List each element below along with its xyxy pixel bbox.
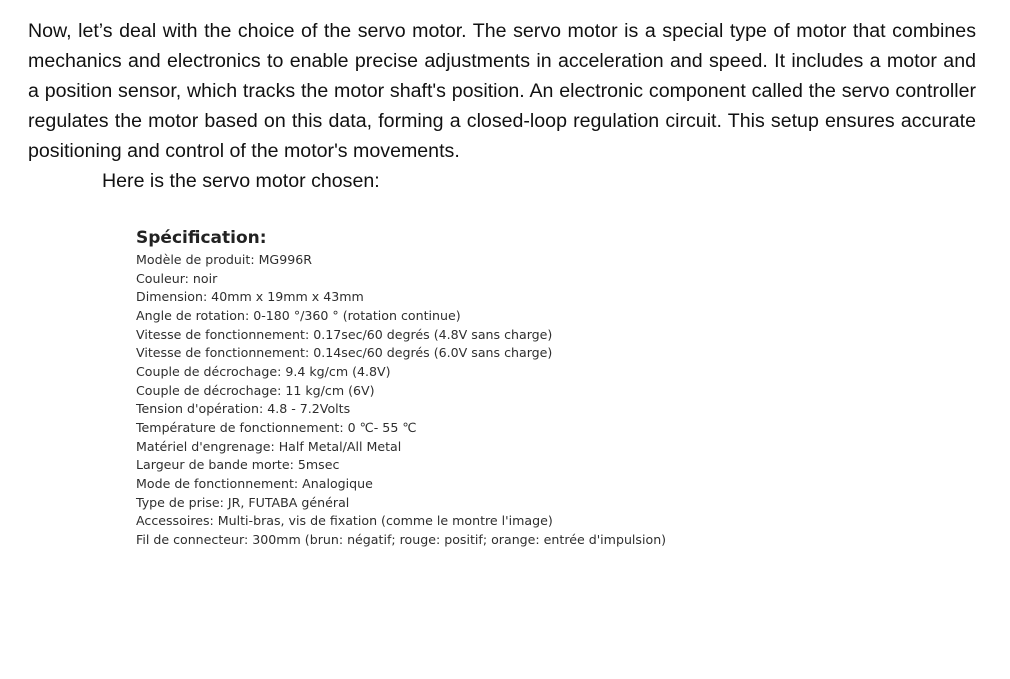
specification-image [136, 226, 786, 550]
spec-item: Couple de décrochage: 9.4 kg/cm (4.8V) [136, 363, 391, 379]
spec-item: Mode de fonctionnement: Analogique [136, 475, 373, 491]
spec-item: Dimension: 40mm x 19mm x 43mm [136, 289, 364, 305]
spec-item: Vitesse de fonctionnement: 0.14sec/60 degrés (6.0V sans charge) [136, 345, 553, 361]
spec-item: Largeur de bande morte: 5msec [136, 457, 340, 473]
intro-line: Here is the servo motor chosen: [102, 170, 380, 192]
spec-item: Couple de décrochage: 11 kg/cm (6V) [136, 382, 375, 398]
spec-item: Température de fonctionnement: 0 ℃- 55 ℃ [136, 419, 417, 435]
spec-item: Tension d'opération: 4.8 - 7.2Volts [136, 401, 351, 417]
spec-item: Type de prise: JR, FUTABA général [136, 494, 350, 510]
spec-item: Modèle de produit: MG996R [136, 252, 312, 267]
spec-item: Matériel d'engrenage: Half Metal/All Metal [136, 438, 402, 454]
spec-title: Spécification: [136, 228, 267, 248]
spec-item: Fil de connecteur: 300mm (brun: négatif; rouge: positif; orange: entrée d'impulsion) [136, 531, 667, 547]
spec-item: Angle de rotation: 0-180 °/360 ° (rotation continue) [136, 307, 461, 323]
spec-item: Vitesse de fonctionnement: 0.17sec/60 degrés (4.8V sans charge) [136, 326, 553, 342]
spec-item: Accessoires: Multi-bras, vis de fixation (comme le montre l'image) [136, 513, 553, 529]
spec-list [136, 251, 786, 550]
spec-item: Couleur: noir [136, 270, 218, 286]
body-paragraph: Now, let’s deal with the choice of the servo motor. The servo motor is a special type of motor that combines mechanics and electronics to enable precise adjustments in acceleration and speed. It includes a motor and a position sensor, which tracks the motor shaft's position. An electronic component called the servo controller regulates the motor based on this data, forming a closed-loop regulation circuit. This setup ensures accurate positioning and control of the motor's movements. [28, 20, 976, 162]
